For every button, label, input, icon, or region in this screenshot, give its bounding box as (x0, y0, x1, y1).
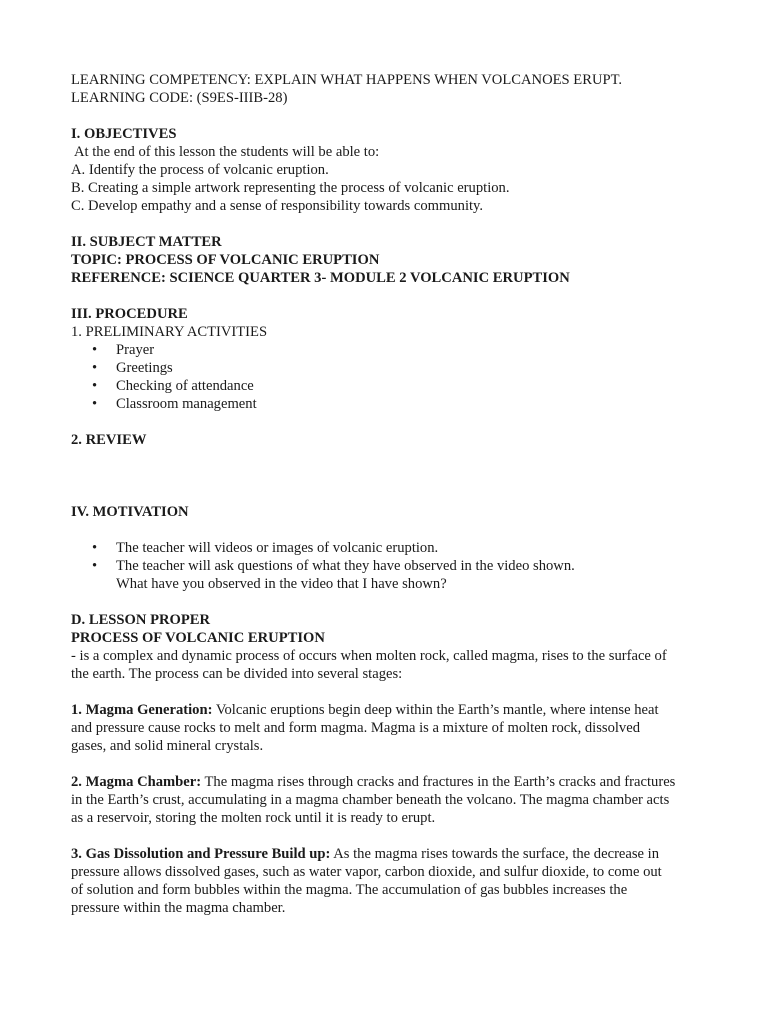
list-item (71, 539, 711, 557)
lesson-proper-heading: D. LESSON PROPER (71, 612, 211, 628)
bullet-icon: • (92, 342, 98, 358)
list-item-continuation (71, 575, 711, 593)
spacer (71, 107, 711, 125)
spacer (71, 485, 711, 503)
preliminary-activities-heading: 1. PRELIMINARY ACTIVITIES (71, 324, 268, 340)
objective-item: A. Identify the process of volcanic eruption. (71, 162, 329, 178)
document-page (71, 71, 711, 917)
stage-title: 1. Magma Generation: (71, 702, 213, 718)
stage-text: and pressure cause rocks to melt and form magma. Magma is a mixture of molten rock, dissolved (71, 720, 641, 736)
stage-text: in the Earth’s crust, accumulating in a magma chamber beneath the volcano. The magma chamber acts (71, 792, 670, 808)
list-item-label: Classroom management (116, 396, 257, 412)
objectives-intro: At the end of this lesson the students will be able to: (74, 144, 380, 160)
procedure-heading: III. PROCEDURE (71, 306, 188, 322)
list-item (71, 341, 711, 359)
stage-text: of solution and form bubbles within the magma. The accumulation of gas bubbles increases the (71, 882, 628, 898)
stage-paragraph (71, 701, 711, 755)
objective-item: C. Develop empathy and a sense of responsibility towards community. (71, 198, 484, 214)
stage-text: Volcanic eruptions begin deep within the Earth’s mantle, where intense heat (212, 702, 659, 718)
spacer (71, 827, 711, 845)
lesson-proper-subheading: PROCESS OF VOLCANIC ERUPTION (71, 630, 325, 646)
spacer (71, 593, 711, 611)
stage-title: 3. Gas Dissolution and Pressure Build up: (71, 846, 331, 862)
subject-matter-heading: II. SUBJECT MATTER (71, 234, 222, 250)
bullet-icon: • (92, 558, 98, 574)
bullet-icon: • (92, 378, 98, 394)
spacer (71, 287, 711, 305)
motivation-list (71, 539, 711, 593)
list-item-label: Checking of attendance (116, 378, 254, 394)
topic-line: TOPIC: PROCESS OF VOLCANIC ERUPTION (71, 252, 380, 268)
lesson-intro-line: - is a complex and dynamic process of occurs when molten rock, called magma, rises to the surface of (71, 648, 667, 664)
review-heading: 2. REVIEW (71, 432, 147, 448)
stage-text: pressure allows dissolved gases, such as water vapor, carbon dioxide, and sulfur dioxide, to come out (71, 864, 662, 880)
spacer (71, 755, 711, 773)
lesson-intro-line: the earth. The process can be divided into several stages: (71, 666, 403, 682)
bullet-icon: • (92, 396, 98, 412)
list-item-label: The teacher will ask questions of what they have observed in the video shown. (116, 558, 575, 574)
motivation-heading: IV. MOTIVATION (71, 504, 189, 520)
stage-text: pressure within the magma chamber. (71, 900, 286, 916)
list-item (71, 377, 711, 395)
list-item-label: What have you observed in the video that I have shown? (116, 576, 447, 592)
list-item-label: The teacher will videos or images of volcanic eruption. (116, 540, 439, 556)
stage-paragraph (71, 845, 711, 917)
stage-text: The magma rises through cracks and fractures in the Earth’s cracks and fractures (201, 774, 676, 790)
list-item (71, 395, 711, 413)
spacer (71, 521, 711, 539)
reference-line: REFERENCE: SCIENCE QUARTER 3- MODULE 2 VOLCANIC ERUPTION (71, 270, 570, 286)
list-item (71, 557, 711, 575)
list-item-label: Prayer (116, 342, 155, 358)
learning-competency: LEARNING COMPETENCY: EXPLAIN WHAT HAPPENS WHEN VOLCANOES ERUPT. (71, 72, 623, 88)
stage-title: 2. Magma Chamber: (71, 774, 202, 790)
spacer (71, 413, 711, 431)
spacer (71, 215, 711, 233)
preliminary-activities-list (71, 341, 711, 413)
list-item (71, 359, 711, 377)
objective-item: B. Creating a simple artwork representing the process of volcanic eruption. (71, 180, 510, 196)
bullet-icon: • (92, 360, 98, 376)
bullet-icon: • (92, 540, 98, 556)
stage-paragraph (71, 773, 711, 827)
spacer (71, 449, 711, 485)
stage-text: gases, and solid mineral crystals. (71, 738, 264, 754)
stage-text: As the magma rises towards the surface, the decrease in (330, 846, 660, 862)
learning-code: LEARNING CODE: (S9ES-IIIB-28) (71, 90, 288, 106)
spacer (71, 683, 711, 701)
list-item-label: Greetings (116, 360, 173, 376)
objectives-heading: I. OBJECTIVES (71, 126, 177, 142)
stage-text: as a reservoir, storing the molten rock until it is ready to erupt. (71, 810, 436, 826)
